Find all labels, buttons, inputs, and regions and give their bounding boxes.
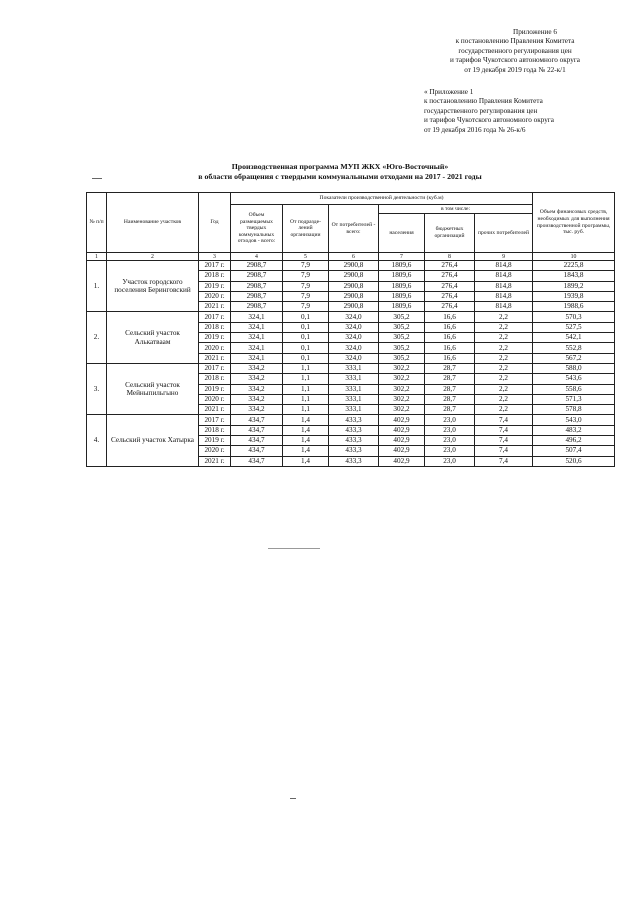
finance-cell: 2225,8 (533, 261, 615, 271)
volume-total-cell: 2908,7 (231, 302, 283, 312)
budget-orgs-cell: 23,0 (425, 415, 475, 425)
volume-total-cell: 334,2 (231, 363, 283, 373)
from-org-cell: 0,1 (283, 353, 329, 363)
from-org-cell: 1,4 (283, 436, 329, 446)
population-cell: 302,2 (379, 363, 425, 373)
finance-cell: 567,2 (533, 353, 615, 363)
finance-cell: 483,2 (533, 425, 615, 435)
table-row (87, 363, 615, 373)
row-number: 1. (87, 261, 107, 312)
header-finance: Объем финансовых средств, необходимых для выполнения производственной программы, тыс. руб. (533, 193, 615, 253)
budget-orgs-cell: 23,0 (425, 456, 475, 466)
finance-cell: 588,0 (533, 363, 615, 373)
volume-total-cell: 434,7 (231, 446, 283, 456)
from-org-cell: 0,1 (283, 333, 329, 343)
from-consumers-cell: 324,0 (329, 353, 379, 363)
budget-orgs-cell: 276,4 (425, 271, 475, 281)
finance-cell: 527,5 (533, 322, 615, 332)
other-consumers-cell: 2,2 (475, 353, 533, 363)
from-consumers-cell: 333,1 (329, 374, 379, 384)
title-line: Производственная программа МУП ЖКХ «Юго-Восточный» (231, 162, 449, 171)
population-cell: 302,2 (379, 384, 425, 394)
year-cell: 2019 г. (199, 436, 231, 446)
year-cell: 2021 г. (199, 456, 231, 466)
other-consumers-cell: 2,2 (475, 333, 533, 343)
other-consumers-cell: 2,2 (475, 374, 533, 384)
column-number-row (87, 253, 615, 261)
budget-orgs-cell: 28,7 (425, 374, 475, 384)
area-name: Участок городского поселения Беринговский (107, 261, 199, 312)
header-including: в том числе: (379, 205, 533, 214)
volume-total-cell: 434,7 (231, 436, 283, 446)
area-name: Сельский участок Мейныпильгыно (107, 363, 199, 414)
population-cell: 402,9 (379, 446, 425, 456)
volume-total-cell: 2908,7 (231, 281, 283, 291)
from-consumers-cell: 324,0 (329, 343, 379, 353)
volume-total-cell: 2908,7 (231, 261, 283, 271)
header-from-consumers: От потребителей - всего: (329, 205, 379, 253)
row-number: 2. (87, 312, 107, 363)
population-cell: 305,2 (379, 343, 425, 353)
header-line: к постановлению Правления Комитета (424, 97, 543, 106)
finance-cell: 1843,8 (533, 271, 615, 281)
from-org-cell: 0,1 (283, 312, 329, 322)
population-cell: 305,2 (379, 322, 425, 332)
year-cell: 2018 г. (199, 322, 231, 332)
year-cell: 2018 г. (199, 425, 231, 435)
volume-total-cell: 334,2 (231, 384, 283, 394)
column-number: 9 (475, 253, 533, 261)
header-line: от 19 декабря 2016 года № 26-к/6 (424, 125, 526, 134)
production-program-table (86, 192, 615, 467)
finance-cell: 570,3 (533, 312, 615, 322)
volume-total-cell: 324,1 (231, 343, 283, 353)
year-cell: 2020 г. (199, 291, 231, 301)
from-consumers-cell: 433,3 (329, 456, 379, 466)
from-org-cell: 1,1 (283, 374, 329, 384)
from-org-cell: 1,4 (283, 415, 329, 425)
scan-speck (290, 798, 296, 799)
header-year: Год (199, 193, 231, 253)
population-cell: 1809,6 (379, 281, 425, 291)
population-cell: 1809,6 (379, 302, 425, 312)
other-consumers-cell: 7,4 (475, 436, 533, 446)
column-number: 3 (199, 253, 231, 261)
other-consumers-cell: 2,2 (475, 384, 533, 394)
other-consumers-cell: 7,4 (475, 456, 533, 466)
finance-cell: 542,1 (533, 333, 615, 343)
from-org-cell: 1,4 (283, 446, 329, 456)
population-cell: 402,9 (379, 415, 425, 425)
finance-cell: 1988,6 (533, 302, 615, 312)
scan-speck (92, 178, 102, 179)
from-org-cell: 7,9 (283, 281, 329, 291)
header-line: и тарифов Чукотского автономного округа (424, 116, 554, 125)
from-consumers-cell: 2900,8 (329, 302, 379, 312)
from-consumers-cell: 433,3 (329, 446, 379, 456)
column-number: 5 (283, 253, 329, 261)
volume-total-cell: 434,7 (231, 456, 283, 466)
budget-orgs-cell: 276,4 (425, 291, 475, 301)
header-line: « Приложение 1 (424, 88, 474, 96)
finance-cell: 543,0 (533, 415, 615, 425)
header-num: № п/п (87, 193, 107, 253)
year-cell: 2019 г. (199, 281, 231, 291)
from-org-cell: 1,4 (283, 456, 329, 466)
scan-speck (268, 548, 320, 549)
from-consumers-cell: 333,1 (329, 394, 379, 404)
from-consumers-cell: 324,0 (329, 312, 379, 322)
year-cell: 2018 г. (199, 374, 231, 384)
from-consumers-cell: 433,3 (329, 415, 379, 425)
budget-orgs-cell: 23,0 (425, 425, 475, 435)
header-area: Наименование участков (107, 193, 199, 253)
budget-orgs-cell: 28,7 (425, 405, 475, 415)
from-org-cell: 7,9 (283, 271, 329, 281)
from-consumers-cell: 2900,8 (329, 271, 379, 281)
year-cell: 2019 г. (199, 333, 231, 343)
from-org-cell: 1,1 (283, 405, 329, 415)
year-cell: 2020 г. (199, 446, 231, 456)
from-consumers-cell: 2900,8 (329, 291, 379, 301)
header-indicators: Показатели производственной деятельности (куб.м) (231, 193, 533, 205)
approval-header (410, 28, 620, 75)
from-org-cell: 7,9 (283, 302, 329, 312)
from-consumers-cell: 433,3 (329, 425, 379, 435)
budget-orgs-cell: 276,4 (425, 281, 475, 291)
budget-orgs-cell: 16,6 (425, 333, 475, 343)
other-consumers-cell: 7,4 (475, 415, 533, 425)
year-cell: 2017 г. (199, 261, 231, 271)
other-consumers-cell: 814,8 (475, 261, 533, 271)
other-consumers-cell: 814,8 (475, 291, 533, 301)
other-consumers-cell: 814,8 (475, 302, 533, 312)
volume-total-cell: 324,1 (231, 353, 283, 363)
other-consumers-cell: 814,8 (475, 281, 533, 291)
finance-cell: 496,2 (533, 436, 615, 446)
year-cell: 2017 г. (199, 312, 231, 322)
area-name: Сельский участок Хатырка (107, 415, 199, 466)
budget-orgs-cell: 16,6 (425, 322, 475, 332)
finance-cell: 1899,2 (533, 281, 615, 291)
from-consumers-cell: 2900,8 (329, 281, 379, 291)
year-cell: 2020 г. (199, 394, 231, 404)
year-cell: 2020 г. (199, 343, 231, 353)
header-line: государственного регулирования цен (424, 106, 538, 115)
other-consumers-cell: 2,2 (475, 405, 533, 415)
from-org-cell: 1,1 (283, 384, 329, 394)
header-volume-total: Объем размещаемых твердых коммунальных отходов - всего: (231, 205, 283, 253)
population-cell: 302,2 (379, 374, 425, 384)
year-cell: 2017 г. (199, 363, 231, 373)
document-title (120, 162, 560, 182)
area-name: Сельский участок Алькатваам (107, 312, 199, 363)
table-body (87, 261, 615, 467)
population-cell: 1809,6 (379, 271, 425, 281)
column-number: 6 (329, 253, 379, 261)
from-consumers-cell: 324,0 (329, 333, 379, 343)
table-row (87, 415, 615, 425)
header-budget-orgs: бюджетных организаций (425, 214, 475, 253)
other-consumers-cell: 2,2 (475, 343, 533, 353)
budget-orgs-cell: 23,0 (425, 446, 475, 456)
header-other: прочих потребителей (475, 214, 533, 253)
population-cell: 305,2 (379, 353, 425, 363)
from-consumers-cell: 333,1 (329, 405, 379, 415)
year-cell: 2021 г. (199, 405, 231, 415)
finance-cell: 543,6 (533, 374, 615, 384)
from-org-cell: 0,1 (283, 322, 329, 332)
from-org-cell: 1,1 (283, 394, 329, 404)
header-line: и тарифов Чукотского автономного округа (450, 56, 580, 65)
population-cell: 302,2 (379, 405, 425, 415)
other-consumers-cell: 2,2 (475, 363, 533, 373)
original-approval-header (424, 88, 614, 135)
other-consumers-cell: 2,2 (475, 394, 533, 404)
volume-total-cell: 324,1 (231, 322, 283, 332)
column-number: 2 (107, 253, 199, 261)
budget-orgs-cell: 16,6 (425, 343, 475, 353)
population-cell: 402,9 (379, 436, 425, 446)
finance-cell: 1939,8 (533, 291, 615, 301)
volume-total-cell: 324,1 (231, 312, 283, 322)
volume-total-cell: 434,7 (231, 415, 283, 425)
from-consumers-cell: 324,0 (329, 322, 379, 332)
year-cell: 2021 г. (199, 302, 231, 312)
header-line: государственного регулирования цен (458, 46, 572, 55)
finance-cell: 552,8 (533, 343, 615, 353)
from-org-cell: 1,4 (283, 425, 329, 435)
finance-cell: 558,6 (533, 384, 615, 394)
volume-total-cell: 2908,7 (231, 271, 283, 281)
from-org-cell: 7,9 (283, 291, 329, 301)
table-row (87, 261, 615, 271)
column-number: 8 (425, 253, 475, 261)
table-row (87, 312, 615, 322)
budget-orgs-cell: 28,7 (425, 394, 475, 404)
column-number: 4 (231, 253, 283, 261)
budget-orgs-cell: 276,4 (425, 302, 475, 312)
budget-orgs-cell: 16,6 (425, 353, 475, 363)
from-consumers-cell: 333,1 (329, 384, 379, 394)
row-number: 4. (87, 415, 107, 466)
title-line: в области обращения с твердыми коммунальными отходами на 2017 - 2021 годы (198, 172, 482, 181)
population-cell: 1809,6 (379, 261, 425, 271)
volume-total-cell: 334,2 (231, 405, 283, 415)
from-org-cell: 0,1 (283, 343, 329, 353)
finance-cell: 578,8 (533, 405, 615, 415)
volume-total-cell: 324,1 (231, 333, 283, 343)
volume-total-cell: 334,2 (231, 374, 283, 384)
population-cell: 305,2 (379, 312, 425, 322)
budget-orgs-cell: 23,0 (425, 436, 475, 446)
finance-cell: 507,4 (533, 446, 615, 456)
other-consumers-cell: 7,4 (475, 425, 533, 435)
from-consumers-cell: 433,3 (329, 436, 379, 446)
header-from-org: От подразде-лений организации (283, 205, 329, 253)
column-number: 1 (87, 253, 107, 261)
year-cell: 2017 г. (199, 415, 231, 425)
volume-total-cell: 2908,7 (231, 291, 283, 301)
population-cell: 302,2 (379, 394, 425, 404)
other-consumers-cell: 2,2 (475, 322, 533, 332)
year-cell: 2021 г. (199, 353, 231, 363)
column-number: 10 (533, 253, 615, 261)
population-cell: 402,9 (379, 456, 425, 466)
header-line: к постановлению Правления Комитета (455, 37, 575, 46)
budget-orgs-cell: 16,6 (425, 312, 475, 322)
budget-orgs-cell: 28,7 (425, 363, 475, 373)
header-line: Приложение 6 (513, 28, 557, 36)
from-org-cell: 1,1 (283, 363, 329, 373)
other-consumers-cell: 814,8 (475, 271, 533, 281)
finance-cell: 520,6 (533, 456, 615, 466)
budget-orgs-cell: 276,4 (425, 261, 475, 271)
header-line: от 19 декабря 2019 года № 22-к/1 (464, 65, 566, 74)
year-cell: 2018 г. (199, 271, 231, 281)
column-number: 7 (379, 253, 425, 261)
population-cell: 402,9 (379, 425, 425, 435)
from-consumers-cell: 333,1 (329, 363, 379, 373)
volume-total-cell: 434,7 (231, 425, 283, 435)
volume-total-cell: 334,2 (231, 394, 283, 404)
other-consumers-cell: 7,4 (475, 446, 533, 456)
population-cell: 1809,6 (379, 291, 425, 301)
header-population: населения (379, 214, 425, 253)
other-consumers-cell: 2,2 (475, 312, 533, 322)
from-org-cell: 7,9 (283, 261, 329, 271)
finance-cell: 571,3 (533, 394, 615, 404)
year-cell: 2019 г. (199, 384, 231, 394)
population-cell: 305,2 (379, 333, 425, 343)
row-number: 3. (87, 363, 107, 414)
budget-orgs-cell: 28,7 (425, 384, 475, 394)
from-consumers-cell: 2900,8 (329, 261, 379, 271)
